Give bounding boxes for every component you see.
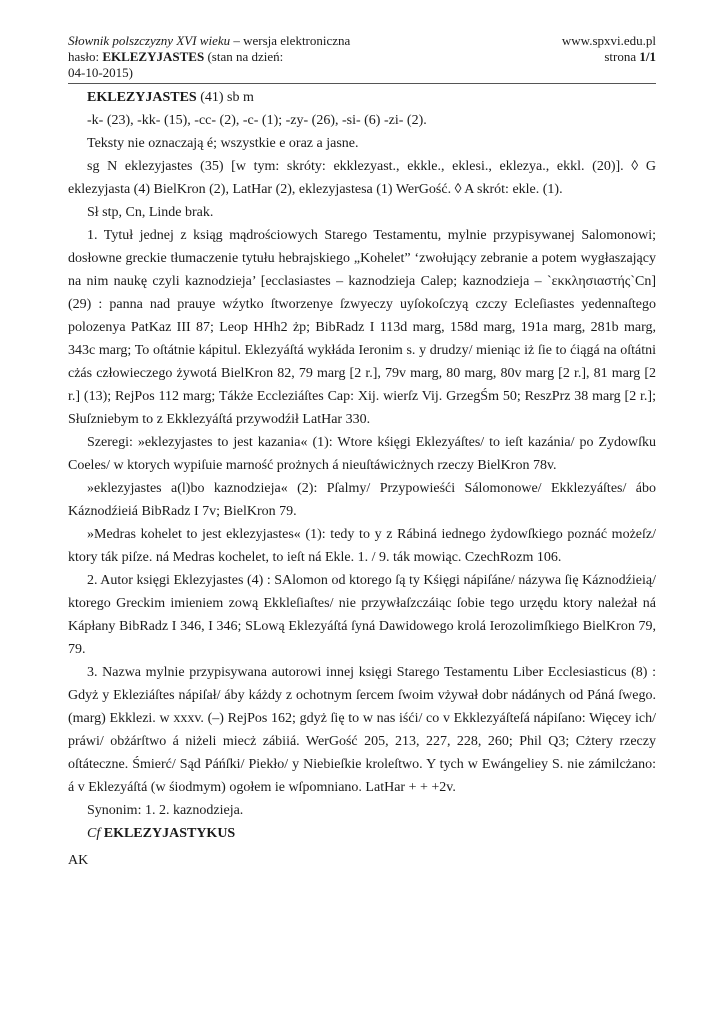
strona-label: strona bbox=[604, 49, 640, 64]
spelling-variants: -k- (23), -kk- (15), -cc- (2), -c- (1); -zy- (26), -si- (6) -zi- (2). bbox=[87, 113, 427, 128]
entry-headline bbox=[68, 86, 656, 109]
stan-label: (stan na dzień: bbox=[204, 49, 284, 64]
entry-body bbox=[68, 86, 656, 872]
page-number-line bbox=[562, 49, 656, 65]
cf-label: Cf bbox=[87, 826, 104, 841]
headword-line bbox=[68, 49, 350, 65]
sense-2: 2. Autor księgi Eklezyjastes (4) : SAlomon od ktorego ſą ty Kśięgi nápiſáne/ názywa ſię Káznodźieią/ ktorego Greckim imieniem zową Ekkleſiaſtes/ nie przywłaſzczáiąc ſobie tego urzędu ktory należał ná Kápłany BibRadz I 346, I 346; SLową Eklezyáſtá ſyná Dawidowego krolá Ierozolimſkiego BielKron 79, 79. bbox=[68, 573, 656, 657]
dictionary-title bbox=[68, 33, 350, 49]
entry-headword: EKLEZYJASTES bbox=[87, 90, 197, 105]
szeregi-3: »Medras kohelet to jest eklezyjastes« (1): tedy to y z Rábiná iednego żydowſkiego poznáć możeſz/ ktory ták piſze. ná Medras kochelet, to ieſt ná Ekle. 1. / 9. ták mowiąc. CzechRozm 106. bbox=[68, 527, 656, 565]
dictionary-title-rest: – wersja elektroniczna bbox=[230, 33, 351, 48]
author-initials: AK bbox=[68, 853, 89, 868]
haslo-word: EKLEZYJASTES bbox=[102, 49, 205, 64]
inflection-paragraph: sg N eklezyjastes (35) [w tym: skróty: ekklezyast., ekkle., eklesi., eklezya., ekkl. (20)]. ◊ G eklezyjasta (4) BielKron (2), LatHar (2), eklezyjastesa (1) WerGość. ◊ A skrót: ekle. (1). bbox=[68, 159, 656, 197]
site-url[interactable]: www.spxvi.edu.pl bbox=[561, 33, 656, 48]
header-date: 04-10-2015) bbox=[68, 65, 133, 80]
page-header-left bbox=[68, 33, 350, 81]
cf-word[interactable]: EKLEZYJASTYKUS bbox=[103, 826, 236, 841]
other-dictionaries: Sł stp, Cn, Linde brak. bbox=[87, 205, 214, 220]
page-header-right bbox=[562, 33, 656, 65]
szeregi-2: »eklezyjastes a(l)bo kaznodzieja« (2): Pſalmy/ Przypowieśći Sálomonowe/ Ekklezyáſtes/ ábo Káznodźieiá BibRadz I 7v; BielKron 79. bbox=[68, 481, 656, 519]
dictionary-title-italic: Słownik polszczyzny XVI wieku bbox=[68, 33, 231, 48]
synonym-line: Synonim: 1. 2. kaznodzieja. bbox=[87, 803, 244, 818]
entry-grammar: (41) sb m bbox=[196, 90, 254, 105]
cross-reference bbox=[68, 822, 656, 845]
page-number: 1/1 bbox=[639, 49, 656, 64]
vowel-note: Teksty nie oznaczają é; wszystkie e oraz a jasne. bbox=[87, 136, 359, 151]
sense-3: 3. Nazwa mylnie przypisywana autorowi innej księgi Starego Testamentu Liber Ecclesiasticus (8) : Gdyż y Ekleziáſtes nápiſał/ áby káżdy z ochotnym ſercem ſwoim vżywał dobr nádánych od Páná ſwego. (marg) Ekklezi. w xxxv. (–) RejPos 162; gdyż ſię to w nas iśći/ co v Ekklezyáſteſá nápiſano: Więcey ich/ práwi/ obżárſtwo á niżeli miecż zábiiá. WerGość 205, 213, 227, 228, 260; Phil Q3; Cżtery rzeczy oſtáteczne. Śmierć/ Sąd Páńſki/ Piekło/ y Niebieſkie kroleſtwo. Y tych w Ewángeliey S. nie zámilcżano: á v Eklezyáſtá (w śiodmym) ogołem ie wſpomniano. LatHar + + +2v. bbox=[68, 665, 656, 795]
header-rule bbox=[68, 83, 656, 84]
szeregi-1: Szeregi: »eklezyjastes to jest kazania« (1): Wtore kśięgi Eklezyáſtes/ to ieſt kazánia/ po Zydowſku Coeles/ w ktorych wypiſuie marność prożnych á nieuſtáwicżnych rzeczy BielKron 78v. bbox=[68, 435, 656, 473]
haslo-label: hasło: bbox=[68, 49, 103, 64]
sense-1: 1. Tytuł jednej z ksiąg mądrościowych Starego Testamentu, mylnie przypisywanej Salomonowi; dosłowne greckie tłumaczenie tytułu hebrajskiego „Kohelet” ‘zwołujący zebranie a potem wygłaszający na nim naukę czyli kaznodzieja’ [ecclasiastes – kaznodzieja Calep; kaznodzieja – `εκκλησιαστής`Cn] (29) : panna nad prauye wźytko ſtworzenye ſzwyeczy uyſokoſczyą czczy Ecleſiastes yedennaſtego polozenya PatKaz III 87; Leop HHh2 żp; BibRadz I 113d marg, 158d marg, 191a marg, 281b marg, 343c marg; To oſtátnie kápitul. Eklezyáſtá wykłáda Ieronim s. y drudzy/ mieniąc iż ſie to ćiągá na oſtátni cżás człowieczego żywotá BielKron 82, 79 marg [2 r.], 79v marg, 80 marg, 80v marg [2 r.], 81 marg [2 r.] (13); RejPos 112 marg; Tákże Eccleziáſtes Cap: Xij. wierſz Vij. GrzegŚm 50; ReszPrz 38 marg [2 r.]; Słuſzniebym to z Ekklezyáſtá przywodźił LatHar 330. bbox=[68, 228, 656, 427]
